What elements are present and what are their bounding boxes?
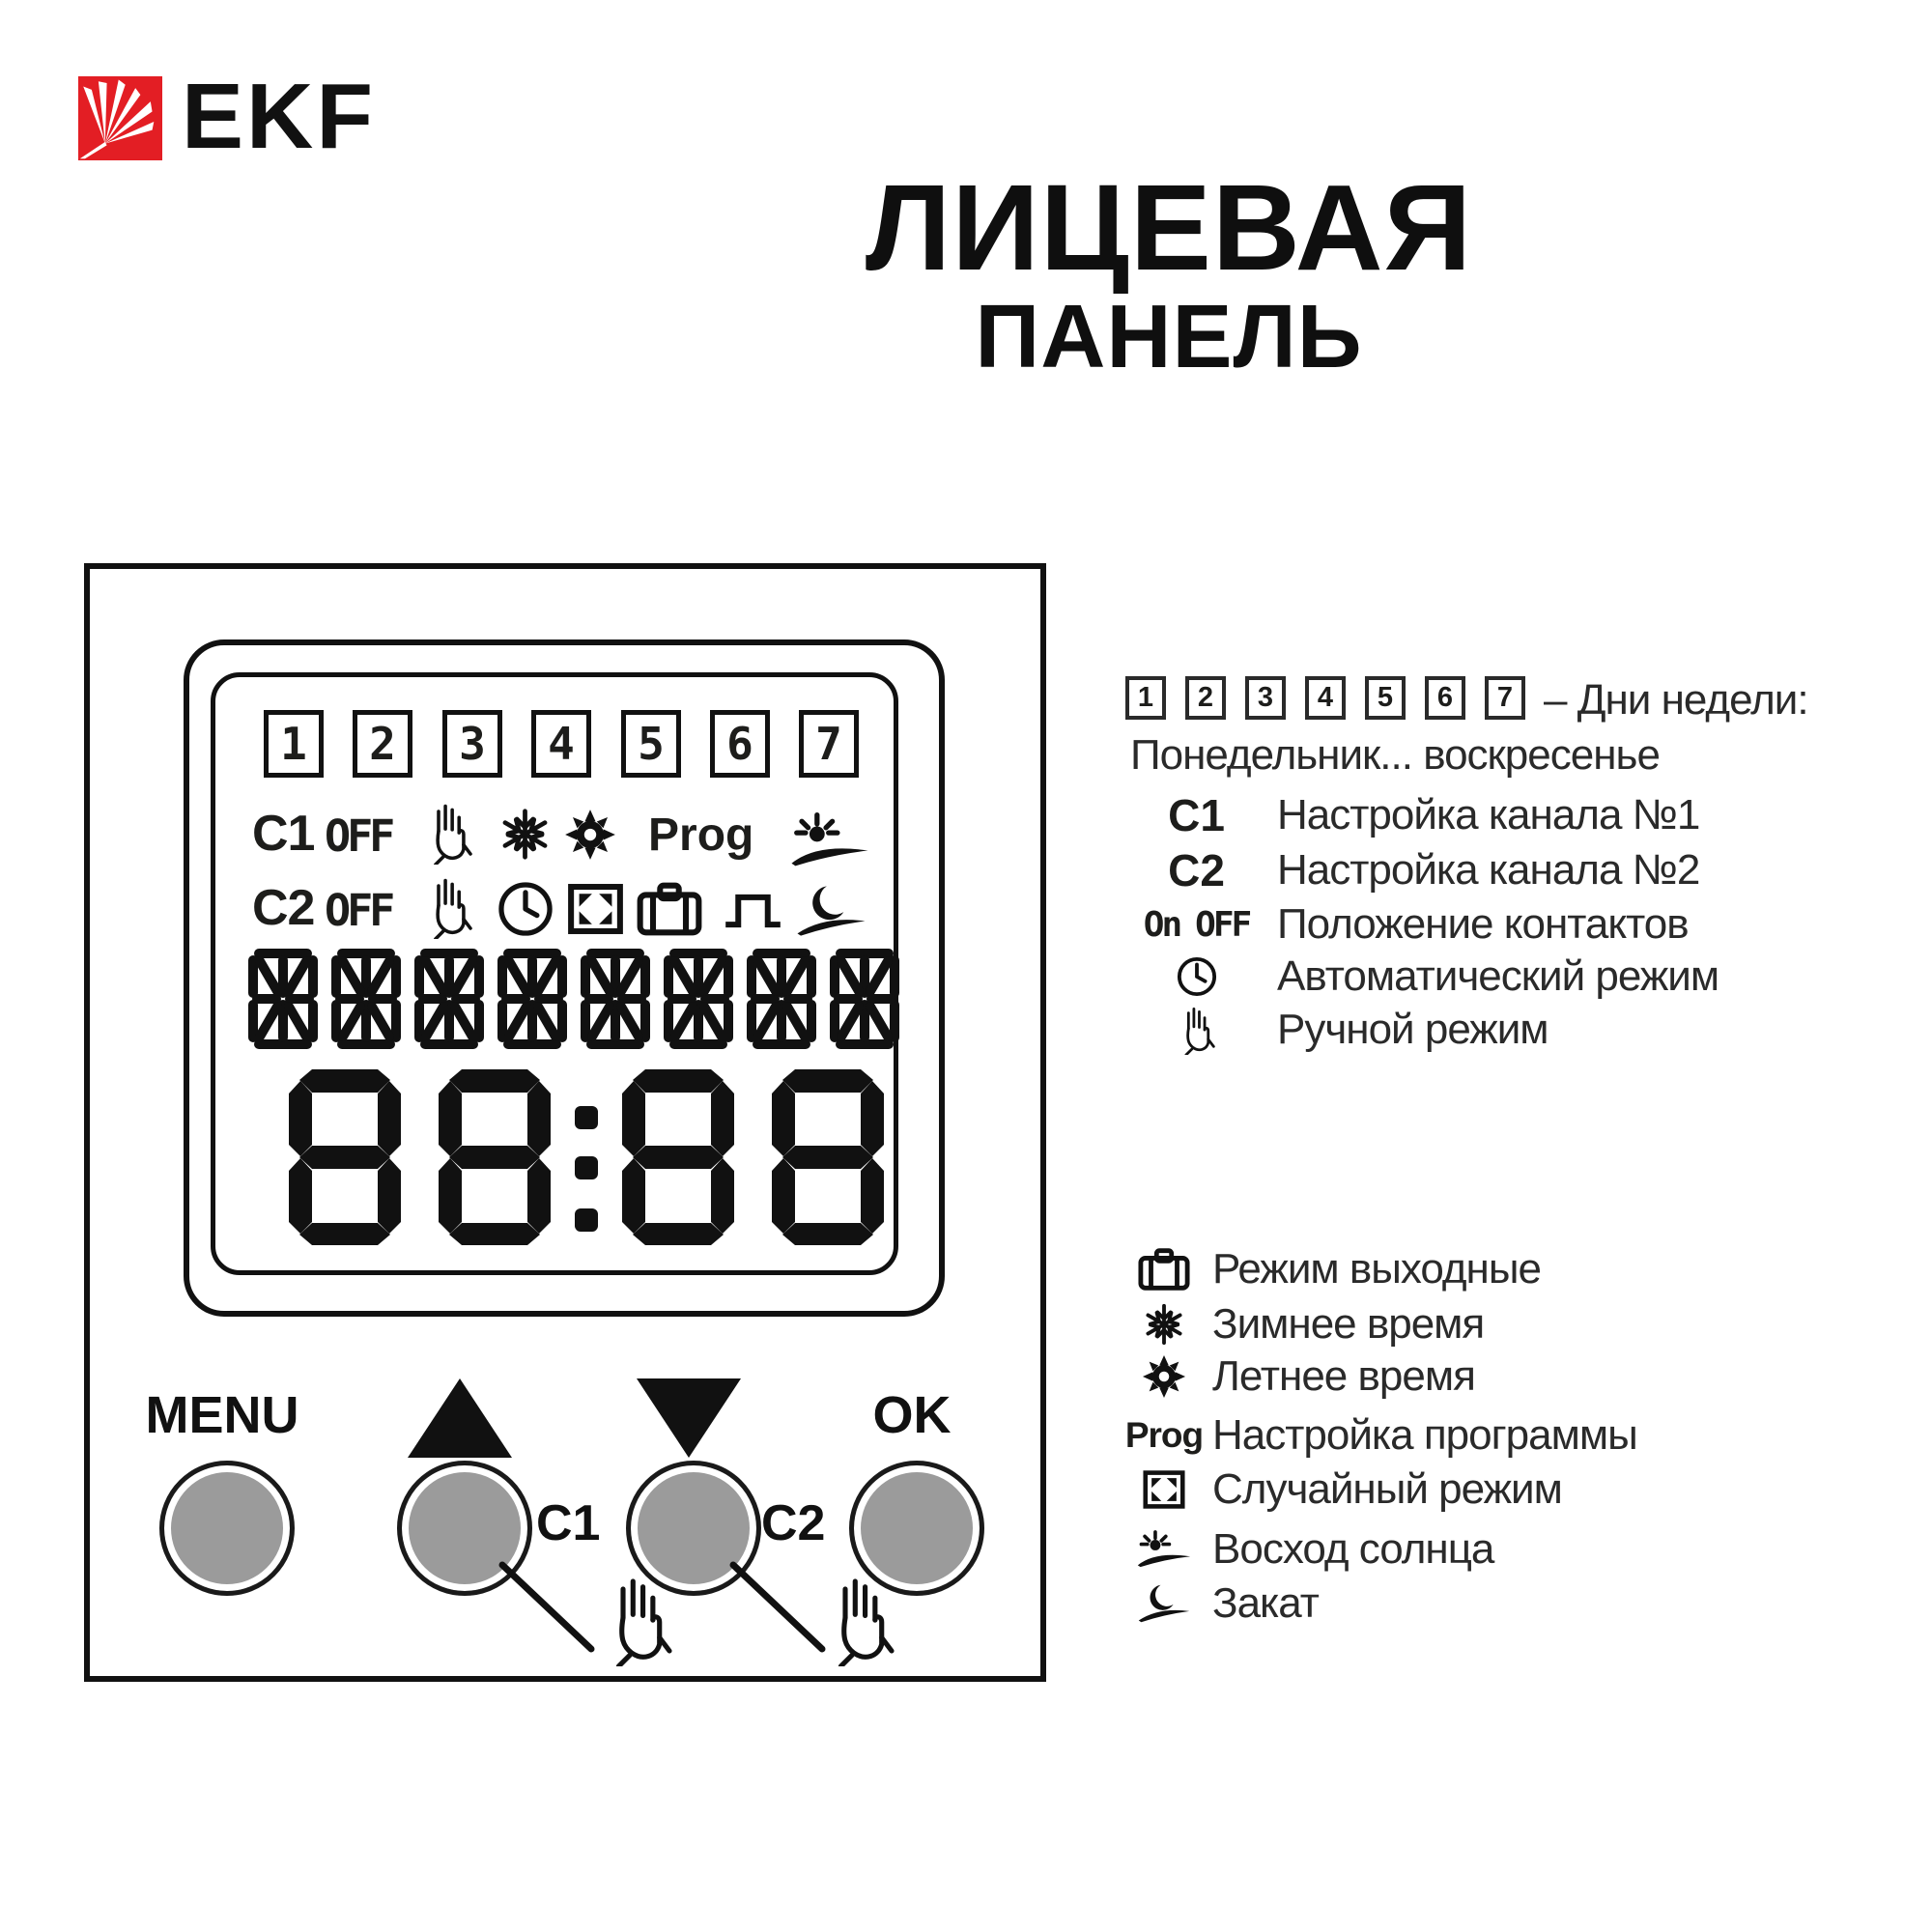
legend-day-box-3 [1245, 676, 1286, 720]
legend-random-label: Случайный режим [1212, 1465, 1562, 1513]
ekf-logo-rays-icon [78, 76, 162, 160]
ekf-logo [78, 76, 162, 160]
legend-prog-key: Prog [1124, 1415, 1204, 1455]
legend-c1-label: Настройка канала №1 [1277, 791, 1700, 838]
legend-row-contacts [1116, 899, 1908, 950]
legend-day-box-1 [1125, 676, 1166, 720]
legend-day-box-7 [1485, 676, 1525, 720]
legend-day-4: 4 [1317, 682, 1334, 713]
legend-c2-label: Настройка канала №2 [1277, 846, 1700, 894]
channel2-label: C2 [252, 880, 315, 936]
day-4: 4 [548, 718, 575, 770]
legend-day-box-4 [1305, 676, 1346, 720]
legend-day-box-5 [1365, 676, 1406, 720]
menu-button-label: MENU [145, 1386, 299, 1444]
hand-icon [818, 1574, 903, 1666]
day-7: 7 [815, 718, 842, 770]
legend-day-box-6 [1425, 676, 1465, 720]
legend-row-c1 [1116, 790, 1908, 840]
legend-sunset-label: Закат [1212, 1579, 1319, 1627]
legend-summer-label: Летнее время [1212, 1352, 1475, 1400]
day-5: 5 [638, 718, 665, 770]
legend-row-holiday [1116, 1244, 1908, 1294]
prog-label: Prog [648, 809, 754, 861]
legend-c1-key: C1 [1168, 790, 1225, 840]
legend-row-summer [1116, 1351, 1908, 1402]
legend-days-caption: – Дни недели: [1544, 676, 1808, 724]
legend-day-6: 6 [1436, 682, 1454, 713]
legend-day-5: 5 [1377, 682, 1394, 713]
legend-on-key: On [1143, 904, 1180, 945]
legend-day-2: 2 [1197, 682, 1214, 713]
channel1-button-label: C1 [536, 1495, 601, 1551]
legend-sunrise-label: Восход солнца [1212, 1525, 1494, 1573]
legend-holiday-label: Режим выходные [1212, 1245, 1541, 1293]
hand-icon [1175, 1005, 1219, 1055]
legend-winter-label: Зимнее время [1212, 1300, 1485, 1348]
legend-off-key: OFF [1195, 904, 1250, 945]
callout-lines [90, 569, 1040, 1676]
snowflake-icon [1142, 1302, 1186, 1347]
legend-row-random [1116, 1464, 1908, 1515]
channel1-state: OFF [325, 810, 392, 862]
sun-icon [1142, 1354, 1186, 1399]
day-3: 3 [459, 718, 486, 770]
channel2-button-label: C2 [761, 1495, 826, 1551]
ekf-logo-wordmark: EKF [182, 65, 376, 168]
day-1: 1 [280, 718, 307, 770]
day-2: 2 [369, 718, 396, 770]
day-6: 6 [726, 718, 753, 770]
legend-manual-label: Ручной режим [1277, 1006, 1548, 1053]
page-title [763, 159, 1575, 387]
clock-icon [1177, 956, 1217, 997]
ok-button-label: OK [872, 1386, 952, 1444]
legend-day-7: 7 [1496, 682, 1514, 713]
channel1-label: C1 [252, 806, 315, 862]
suitcase-icon [1138, 1247, 1190, 1292]
legend-row-manual [1116, 1005, 1908, 1055]
legend-contacts-label: Положение контактов [1277, 900, 1689, 948]
legend-prog-label: Настройка программы [1212, 1411, 1637, 1459]
page-title-line2: ПАНЕЛЬ [975, 286, 1363, 387]
legend-row-c2 [1116, 845, 1908, 895]
hand-icon [596, 1574, 681, 1666]
legend-day-1: 1 [1137, 682, 1154, 713]
sunset-icon [1137, 1582, 1191, 1625]
legend-day-3: 3 [1257, 682, 1274, 713]
legend-row-prog [1116, 1410, 1908, 1461]
timer-front-panel [84, 563, 1046, 1682]
legend-auto-label: Автоматический режим [1277, 952, 1719, 1000]
page-title-line1: ЛИЦЕВАЯ [865, 159, 1473, 296]
legend-row-winter [1116, 1299, 1908, 1350]
legend-c2-key: C2 [1168, 845, 1225, 895]
sunrise-icon [1136, 1530, 1192, 1569]
channel2-state: OFF [325, 884, 392, 936]
legend-day-box-2 [1185, 676, 1226, 720]
legend-row-sunrise [1116, 1524, 1908, 1575]
legend-days-subtitle: Понедельник... воскресенье [1130, 731, 1660, 779]
random-mode-icon [1143, 1468, 1185, 1511]
legend-row-sunset [1116, 1578, 1908, 1629]
legend-row-auto [1116, 952, 1908, 1002]
